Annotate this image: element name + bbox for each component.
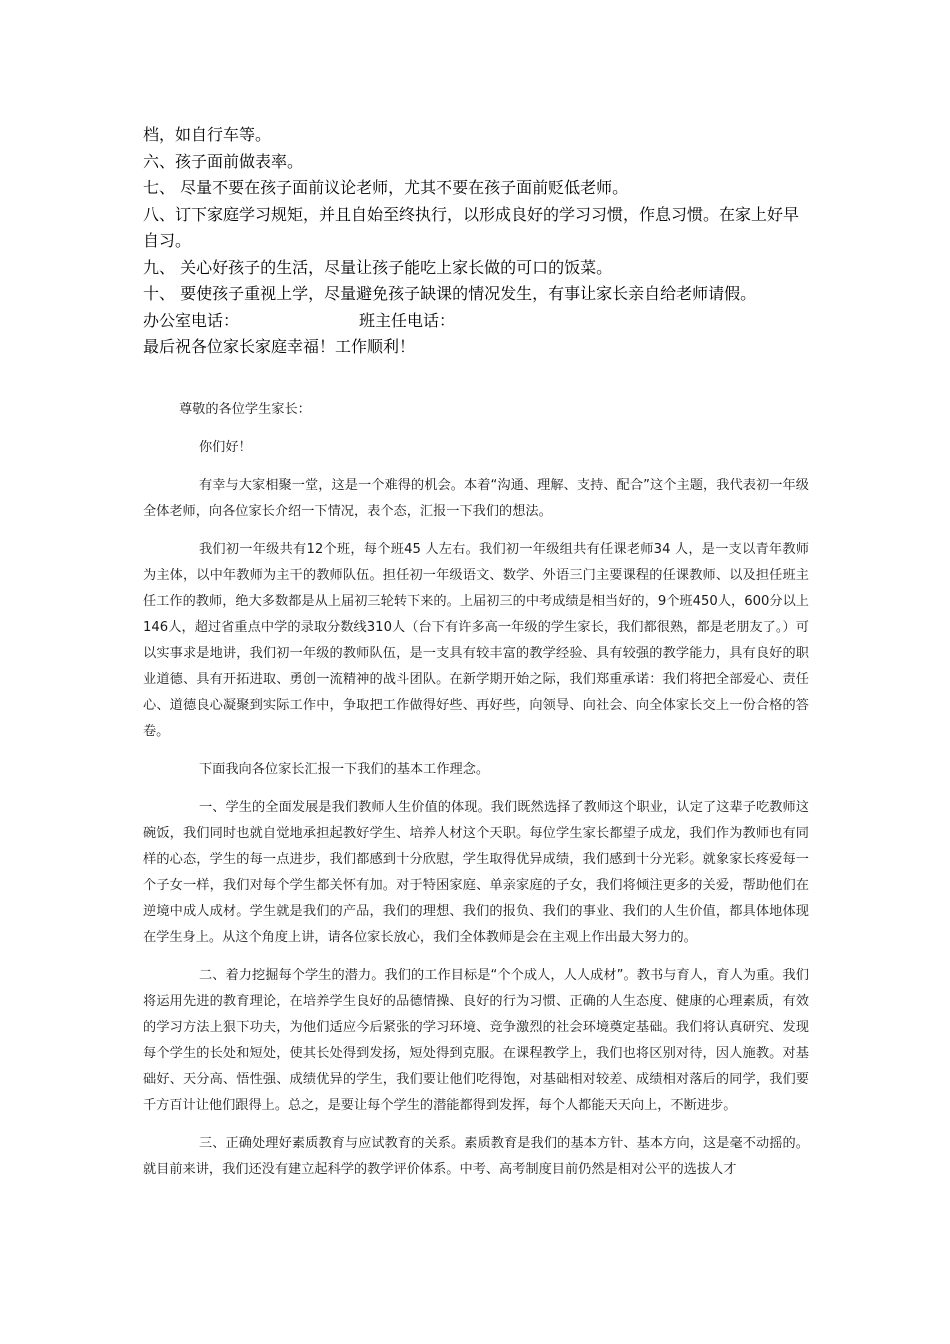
letter-paragraph-point-2: 二、着力挖掘每个学生的潜力。我们的工作目标是“个个成人，人人成材”。教书与育人，育人为重。我们将运用先进的教育理论，在培养学生良好的品德情操、良好的行为习惯、正确的人生态度、健康的心理素质，有效的学习方法上狠下功夫，为他们适应今后紧张的学习环境、竞争激烈的社会环境奠定基础。我们将认真研究、发现每个学生的长处和短处，使其长处得到发扬，短处得到克服。在课程教学上，我们也将区别对待，因人施教。对基础好、天分高、悟性强、成绩优异的学生，我们要让他们吃得饱，对基础相对较差、成绩相对落后的同学，我们要千方百计让他们跟得上。总之，是要让每个学生的潜能都得到发挥，每个人都能天天向上，不断进步。 (143, 968, 809, 1113)
letter-paragraph-point-3: 三、正确处理好素质教育与应试教育的关系。素质教育是我们的基本方针、基本方向，这是毫不动摇的。就目前来讲，我们还没有建立起科学的教学评价体系。中考、高考制度目前仍然是相对公平的选拔人才 (143, 1136, 809, 1177)
guideline-item-9: 九、 关心好孩子的生活，尽量让孩子能吃上家长做的可口的饭菜。 (143, 257, 613, 277)
guideline-item-8: 八、订下家庭学习规矩，并且自始至终执行，以形成良好的学习习惯，作息习惯。在家上好早自习。 (143, 204, 800, 250)
letter-paragraph-team: 我们初一年级共有12个班，每个班45 人左右。我们初一年级组共有任课老师34 人，是一支以青年教师为主体，以中年教师为主干的教师队伍。担任初一年级语文、数学、外语三门主要课程的任课教师、以及担任班主任工作的教师，绝大多数都是从上届初三轮转下来的。上届初三的中考成绩是相当好的，9个班450人，600分以上146人，超过省重点中学的录取分数线310人（台下有许多高一年级的学生家长，我们都很熟，都是老朋友了。）可以实事求是地讲，我们初一年级的教师队伍，是一支具有较丰富的教学经验、具有较强的教学能力，具有良好的职业道德、具有开拓进取、勇创一流精神的战斗团队。在新学期开始之际，我们郑重承诺：我们将把全部爱心、责任心、道德良心凝聚到实际工作中，争取把工作做得好些、再好些，向领导、向社会、向全体家长交上一份合格的答卷。 (143, 542, 809, 739)
letter-section (143, 397, 809, 1195)
letter-paragraph-intro: 有幸与大家相聚一堂，这是一个难得的机会。本着“沟通、理解、支持、配合”这个主题，我代表初一年级全体老师，向各位家长介绍一下情况，表个态，汇报一下我们的想法。 (143, 478, 809, 519)
phone-contacts (143, 308, 803, 335)
letter-paragraph-philosophy-intro: 下面我向各位家长汇报一下我们的基本工作理念。 (199, 762, 490, 777)
guideline-item-7: 七、 尽量不要在孩子面前议论老师，尤其不要在孩子面前贬低老师。 (143, 178, 629, 197)
teacher-phone-label: 班主任电话： (359, 310, 456, 330)
letter-paragraph-point-1: 一、学生的全面发展是我们教师人生价值的体现。我们既然选择了教师这个职业，认定了这辈子吃教师这碗饭，我们同时也就自觉地承担起教好学生、培养人材这个天职。每位学生家长都望子成龙，我们作为教师也有同样的心态，学生的每一点进步，我们都感到十分欣慰，学生取得优异成绩，我们感到十分光彩。就象家长疼爱每一个子女一样，我们对每个学生都关怀有加。对于特困家庭、单亲家庭的子女，我们将倾注更多的关爱，帮助他们在逆境中成人成材。学生就是我们的产品，我们的理想、我们的报负、我们的事业、我们的人生价值，都具体地体现在学生身上。从这个角度上讲，请各位家长放心，我们全体教师是会在主观上作出最大努力的。 (143, 800, 809, 945)
guideline-item-6: 六、孩子面前做表率。 (143, 151, 304, 171)
letter-salutation: 尊敬的各位学生家长： (179, 402, 311, 417)
guideline-line-1: 档，如自行车等。 (143, 125, 272, 144)
parent-guidelines-section (143, 122, 803, 361)
guideline-item-10: 十、 要使孩子重视上学，尽量避免孩子缺课的情况发生，有事让家长亲自给老师请假。 (143, 284, 757, 303)
letter-greeting: 你们好！ (199, 440, 252, 455)
closing-wish: 最后祝各位家长家庭幸福！工作顺利！ (143, 337, 416, 356)
office-phone-label: 办公室电话： (143, 310, 240, 330)
